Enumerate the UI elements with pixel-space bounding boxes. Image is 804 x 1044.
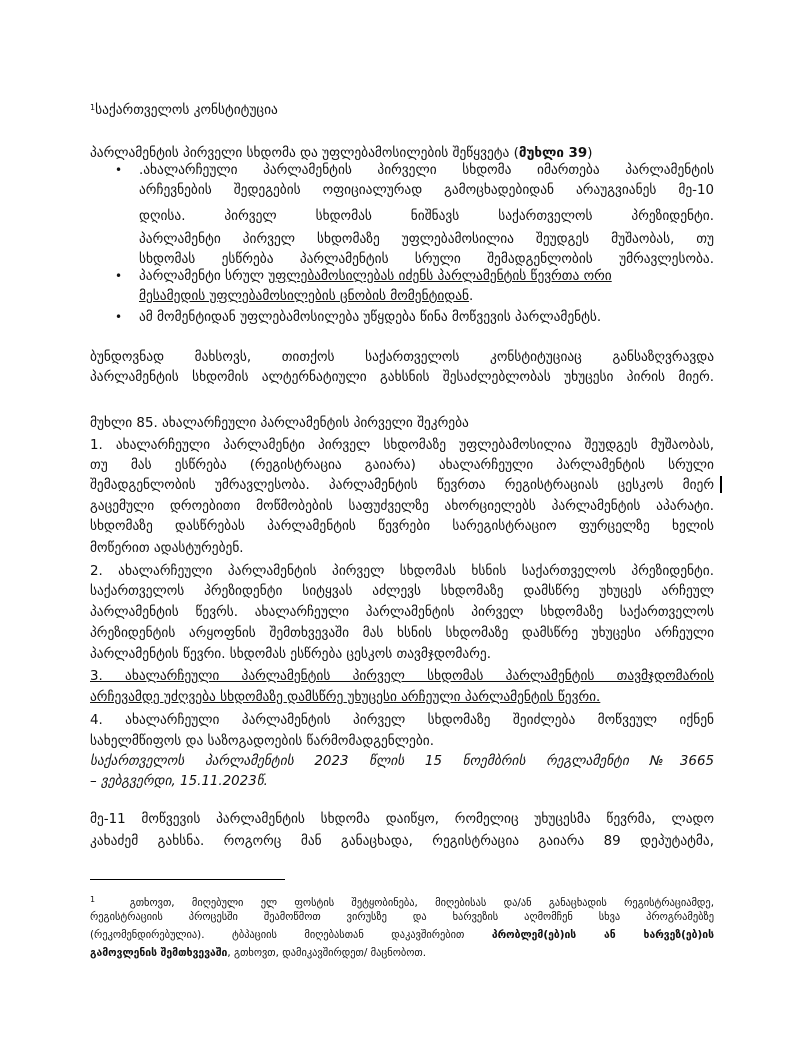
paragraph-2-line: 2. ახალარჩეული პარლამენტის პირველ სხდომას ხსნის საქართველოს პრეზიდენტი. bbox=[90, 564, 714, 579]
bullet-1-line: .ახალარჩეული პარლამენტის პირველი სხდომა იმართება პარლამენტის bbox=[139, 163, 714, 178]
bullet-2-line: მესამედის უფლებამოსილების ცნობის მომენტიდან. bbox=[139, 289, 474, 304]
document-header bbox=[90, 99, 278, 119]
underlined-text: უფლებამოსილებას იძენს პარლამენტის წევრთა ორი bbox=[268, 269, 612, 284]
paragraph-3-line: არჩევამდე უძღვება სხდომაზე დამსწრე უხუცესი არჩეული პარლამენტის წევრი. bbox=[90, 690, 601, 705]
bullet-2-line: პარლამენტი სრულ უფლებამოსილებას იძენს პარლამენტის წევრთა ორი bbox=[139, 269, 612, 284]
paragraph-2-line: პარლამენტის წევრი. სხდომას ესწრება ცესკოს თავმჯდომარე. bbox=[90, 647, 491, 662]
underlined-text: მესამედის უფლებამოსილების ცნობის მომენტიდან bbox=[139, 289, 470, 304]
paragraph-2-line: პრეზიდენტის არყოფნის შემთხვევაში მას ხსნის სხდომაზე დამსწრე უხუცესი არჩეული bbox=[90, 626, 714, 641]
source-citation-line: საქართველოს პარლამენტის 2023 წლის 15 ნოემბრის რეგლამენტი №3665 bbox=[90, 754, 714, 769]
bullet-1-line: სხდომას ესწრება პარლამენტის სრული შემადგენლობის უმრავლესობა. bbox=[139, 252, 714, 267]
closing-line: მე-11 მოწვევის პარლამენტის სხდომა დაიწყო, რომელიც უხუცესმა წევრმა, ლადო bbox=[90, 812, 714, 827]
paragraph-3-line: 3. ახალარჩეული პარლამენტის პირველ სხდომას პარლამენტის თავმჯდომარის bbox=[90, 669, 714, 684]
bullet-marker: • bbox=[115, 163, 123, 177]
bullet-marker: • bbox=[115, 310, 123, 324]
footnote-line: რეგისტრაციის პროცესში შეამოწმოთ ვირუსზე და ხარვეზის აღმომჩენ სხვა პროგრამებზე bbox=[90, 911, 714, 923]
note-line: პარლამენტის სხდომის ალტერნატიული გახსნის შესაძლებლობას უხუცესი პირის მიერ. bbox=[90, 370, 714, 385]
text-cursor bbox=[720, 476, 722, 493]
source-citation-line: – ვებგვერდი, 15.11.2023წ. bbox=[90, 774, 268, 789]
paragraph-1-line: მოწერით ადასტურებენ. bbox=[90, 541, 244, 556]
footnote-marker: 1 bbox=[90, 895, 96, 904]
bullet-marker: • bbox=[115, 269, 123, 283]
paragraph-1-line: 1. ახალარჩეული პარლამენტი პირველ სხდომაზე უფლებამოსილია შეუდგეს მუშაობას, bbox=[90, 438, 714, 453]
bullet-1-line: დღისა. პირველ სხდომას ნიშნავს საქართველოს პრეზიდენტი. bbox=[139, 209, 714, 224]
footnote-bold-text: პრობლემ(ებ)ის ან ხარვეზ(ებ)ის bbox=[491, 929, 714, 941]
paragraph-4-line: 4. ახალარჩეული პარლამენტის პირველ სხდომაზე შეიძლება მოწვეულ იქნენ bbox=[90, 713, 714, 728]
footnote-line: $^1$ გთხოვთ, მიღებული ელ ფოსტის შეტყობინება, მიღებისას და/ან განაცხადის რეგისტრაციამდე, bbox=[90, 895, 714, 909]
bullet-1-line: არჩევნების შედეგების ოფიციალურად გამოცხადებიდან არაუგვიანეს მე-10 bbox=[139, 183, 714, 198]
footnote-reference: 1 bbox=[90, 103, 96, 112]
paragraph-1-line: თუ მას ესწრება (რეგისტრაცია გაიარა) ახალარჩეული პარლამენტის სრული bbox=[90, 458, 714, 473]
closing-line: კახაძემ გახსნა. როგორც მან განაცხადა, რეგისტრაცია გაიარა 89 დეპუტატმა, bbox=[90, 834, 714, 849]
paragraph-2-line: საქართველოს პრეზიდენტი სიტყვას აძლევს სხდომაზე დამსწრე უხუცეს არჩეულ bbox=[90, 584, 714, 599]
note-line: ბუნდოვნად მახსოვს, თითქოს საქართველოს კონსტიტუციაც განსაზღვრავდა bbox=[90, 350, 714, 365]
paragraph-1-line: სხდომაზე დასწრებას პარლამენტის წევრები სარეგისტრაციო ფურცელზე ხელის bbox=[90, 519, 714, 534]
footnote-bold-text: გამოვლენის შემთხვევაში bbox=[90, 947, 228, 959]
paragraph-1-line: შემადგენლობის უმრავლესობა. პარლამენტის წევრთა რეგისტრაციას ცესკოს მიერ bbox=[90, 478, 714, 493]
article-39-heading: პარლამენტის პირველი სხდომა და უფლებამოსილების შეწყვეტა (მუხლი 39) bbox=[90, 146, 593, 161]
footnote-separator bbox=[90, 879, 285, 880]
paragraph-1-line: გაცემული დროებითი მოწმობების საფუძველზე ახორციელებს პარლამენტის აპარატი. bbox=[90, 499, 714, 514]
footnote-line: გამოვლენის შემთხვევაში, გთხოვთ, დამიკავშირდეთ/ მაცნობოთ. bbox=[90, 947, 427, 959]
article-85-heading: მუხლი 85. ახალარჩეული პარლამენტის პირველი შეკრება bbox=[90, 416, 469, 431]
document-title: საქართველოს კონსტიტუცია bbox=[95, 103, 278, 118]
footnote-line: (რეკომენდირებულია). ტბპაციის მიღებასთან დაკავშირებით პრობლემ(ებ)ის ან ხარვეზ(ებ)ის bbox=[90, 929, 714, 941]
bullet-1-line: პარლამენტი პირველ სხდომაზე უფლებამოსილია შეუდგეს მუშაობას, თუ bbox=[139, 232, 714, 247]
bullet-3-line: ამ მომენტიდან უფლებამოსილება უწყდება წინა მოწვევის პარლამენტს. bbox=[139, 310, 602, 325]
article-39-number: მუხლი 39 bbox=[518, 146, 588, 161]
paragraph-4-line: სახელმწიფოს და საზოგადოების წარმომადგენლები. bbox=[90, 734, 434, 749]
paragraph-2-line: პარლამენტის წევრს. ახალარჩეული პარლამენტის პირველ სხდომაზე საქართველოს bbox=[90, 605, 714, 620]
